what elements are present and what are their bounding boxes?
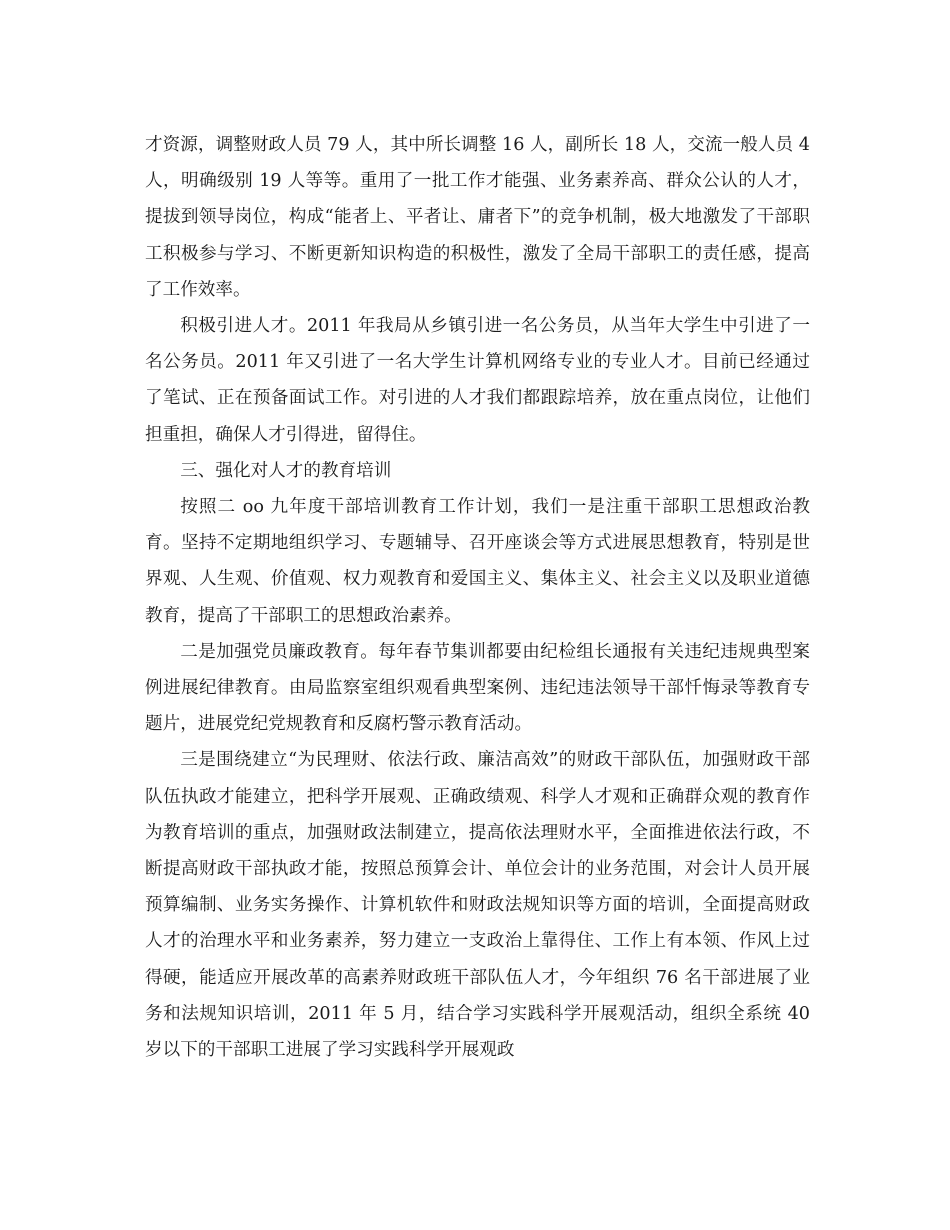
- paragraph-political-education: 按照二 oo 九年度干部培训教育工作计划，我们一是注重干部职工思想政治教育。坚持不定期地组织学习、专题辅导、召开座谈会等方式进展思想教育，特别是世界观、人生观、价值观、权力观教育和爱国主义、集体主义、社会主义以及职业道德教育，提高了干部职工的思想政治素养。: [145, 497, 810, 626]
- document-body: [145, 127, 810, 1068]
- section-heading-training: 三、强化对人才的教育培训: [180, 460, 392, 481]
- paragraph-talent-introduction: 积极引进人才。2011 年我局从乡镇引进一名公务员，从当年大学生中引进了一名公务员。2011 年又引进了一名大学生计算机网络专业的专业人才。目前已经通过了笔试、正在预备面试工作。对引进的人才我们都跟踪培养，放在重点岗位，让他们担重担，确保人才引得进，留得住。: [145, 316, 810, 445]
- paragraph-integrity-education: 二是加强党员廉政教育。每年春节集训都要由纪检组长通报有关违纪违规典型案例进展纪律教育。由局监察室组织观看典型案例、违纪违法领导干部忏悔录等教育专题片，进展党纪党规教育和反腐朽警示教育活动。: [145, 641, 810, 735]
- paragraph-capacity-building: 三是围绕建立“为民理财、依法行政、廉洁高效”的财政干部队伍，加强财政干部队伍执政才能建立，把科学开展观、正确政绩观、科学人才观和正确群众观的教育作为教育培训的重点，加强财政法制建立，提高依法理财水平，全面推进依法行政，不断提高财政干部执政才能，按照总预算会计、单位会计的业务范围，对会计人员开展预算编制、业务实务操作、计算机软件和财政法规知识等方面的培训，全面提高财政人才的治理水平和业务素养，努力建立一支政治上靠得住、工作上有本领、作风上过得硬，能适应开展改革的高素养财政班干部队伍人才，今年组织 76 名干部进展了业务和法规知识培训，2011 年 5 月，结合学习实践科学开展观活动，组织全系统 40 岁以下的干部职工进展了学习实践科学开展观政: [145, 750, 810, 1061]
- paragraph-talent-adjustment: 才资源，调整财政人员 79 人，其中所长调整 16 人，副所长 18 人，交流一般人员 4 人，明确级别 19 人等等。重用了一批工作才能强、业务素养高、群众公认的人才，提拔到领导岗位，构成“能者上、平者让、庸者下”的竞争机制，极大地激发了干部职工积极参与学习、不断更新知识构造的积极性，激发了全局干部职工的责任感，提高了工作效率。: [145, 135, 810, 300]
